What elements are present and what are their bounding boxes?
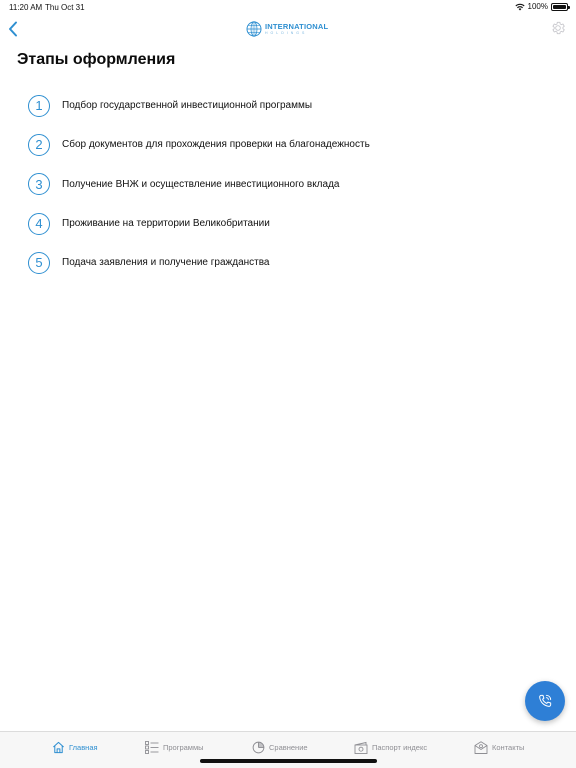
step-number-badge: 3 <box>28 173 50 195</box>
gear-icon <box>550 20 566 36</box>
home-indicator <box>200 759 377 763</box>
tab-label: Контакты <box>492 742 525 752</box>
step-text: Получение ВНЖ и осуществление инвестиционного вклада <box>62 178 340 190</box>
tab-home[interactable] <box>52 739 98 755</box>
step-text: Подбор государственной инвестиционной программы <box>62 100 313 112</box>
tab-contacts[interactable] <box>474 739 524 755</box>
step-text: Сбор документов для прохождения проверки на благонадежность <box>62 139 370 151</box>
step-text: Проживание на территории Великобритании <box>62 218 270 230</box>
logo-title: INTERNATIONAL <box>265 22 329 31</box>
tab-label: Главная <box>69 742 98 752</box>
phone-icon <box>537 693 553 709</box>
list-item <box>28 204 568 243</box>
list-item <box>28 165 568 204</box>
chevron-left-icon <box>8 21 18 37</box>
tab-programs[interactable] <box>145 739 204 755</box>
tab-passport-index[interactable] <box>354 739 427 755</box>
contacts-icon <box>474 741 488 754</box>
list-item <box>28 86 568 125</box>
pie-chart-icon <box>252 741 265 754</box>
step-number-badge: 2 <box>28 134 50 156</box>
step-number-badge: 5 <box>28 252 50 274</box>
list-item <box>28 243 568 282</box>
company-logo <box>246 18 328 40</box>
step-number-badge: 1 <box>28 95 50 117</box>
passport-icon <box>354 741 368 754</box>
tab-label: Паспорт индекс <box>372 742 428 752</box>
battery-icon <box>551 3 568 11</box>
tab-comparison[interactable] <box>252 739 308 755</box>
status-time: 11:20 AM <box>9 3 43 12</box>
globe-logo-icon <box>246 20 262 38</box>
battery-percent: 100% <box>527 2 548 11</box>
back-button[interactable] <box>4 18 22 40</box>
home-icon <box>52 741 65 754</box>
wifi-icon <box>515 3 525 11</box>
logo-subtitle: HOLDINGS <box>265 30 308 35</box>
step-number-badge: 4 <box>28 213 50 235</box>
list-item <box>28 125 568 164</box>
steps-list <box>28 86 568 282</box>
settings-button[interactable] <box>550 20 566 36</box>
page-title: Этапы оформления <box>17 51 176 68</box>
call-button[interactable] <box>525 681 565 721</box>
tab-label: Программы <box>163 742 204 752</box>
tab-label: Сравнение <box>269 742 308 752</box>
status-bar <box>0 0 576 14</box>
navigation-bar <box>0 14 576 44</box>
step-text: Подача заявления и получение гражданства <box>62 257 270 269</box>
list-icon <box>145 741 159 754</box>
status-indicators <box>515 2 568 11</box>
status-date: Thu Oct 31 <box>45 3 85 12</box>
